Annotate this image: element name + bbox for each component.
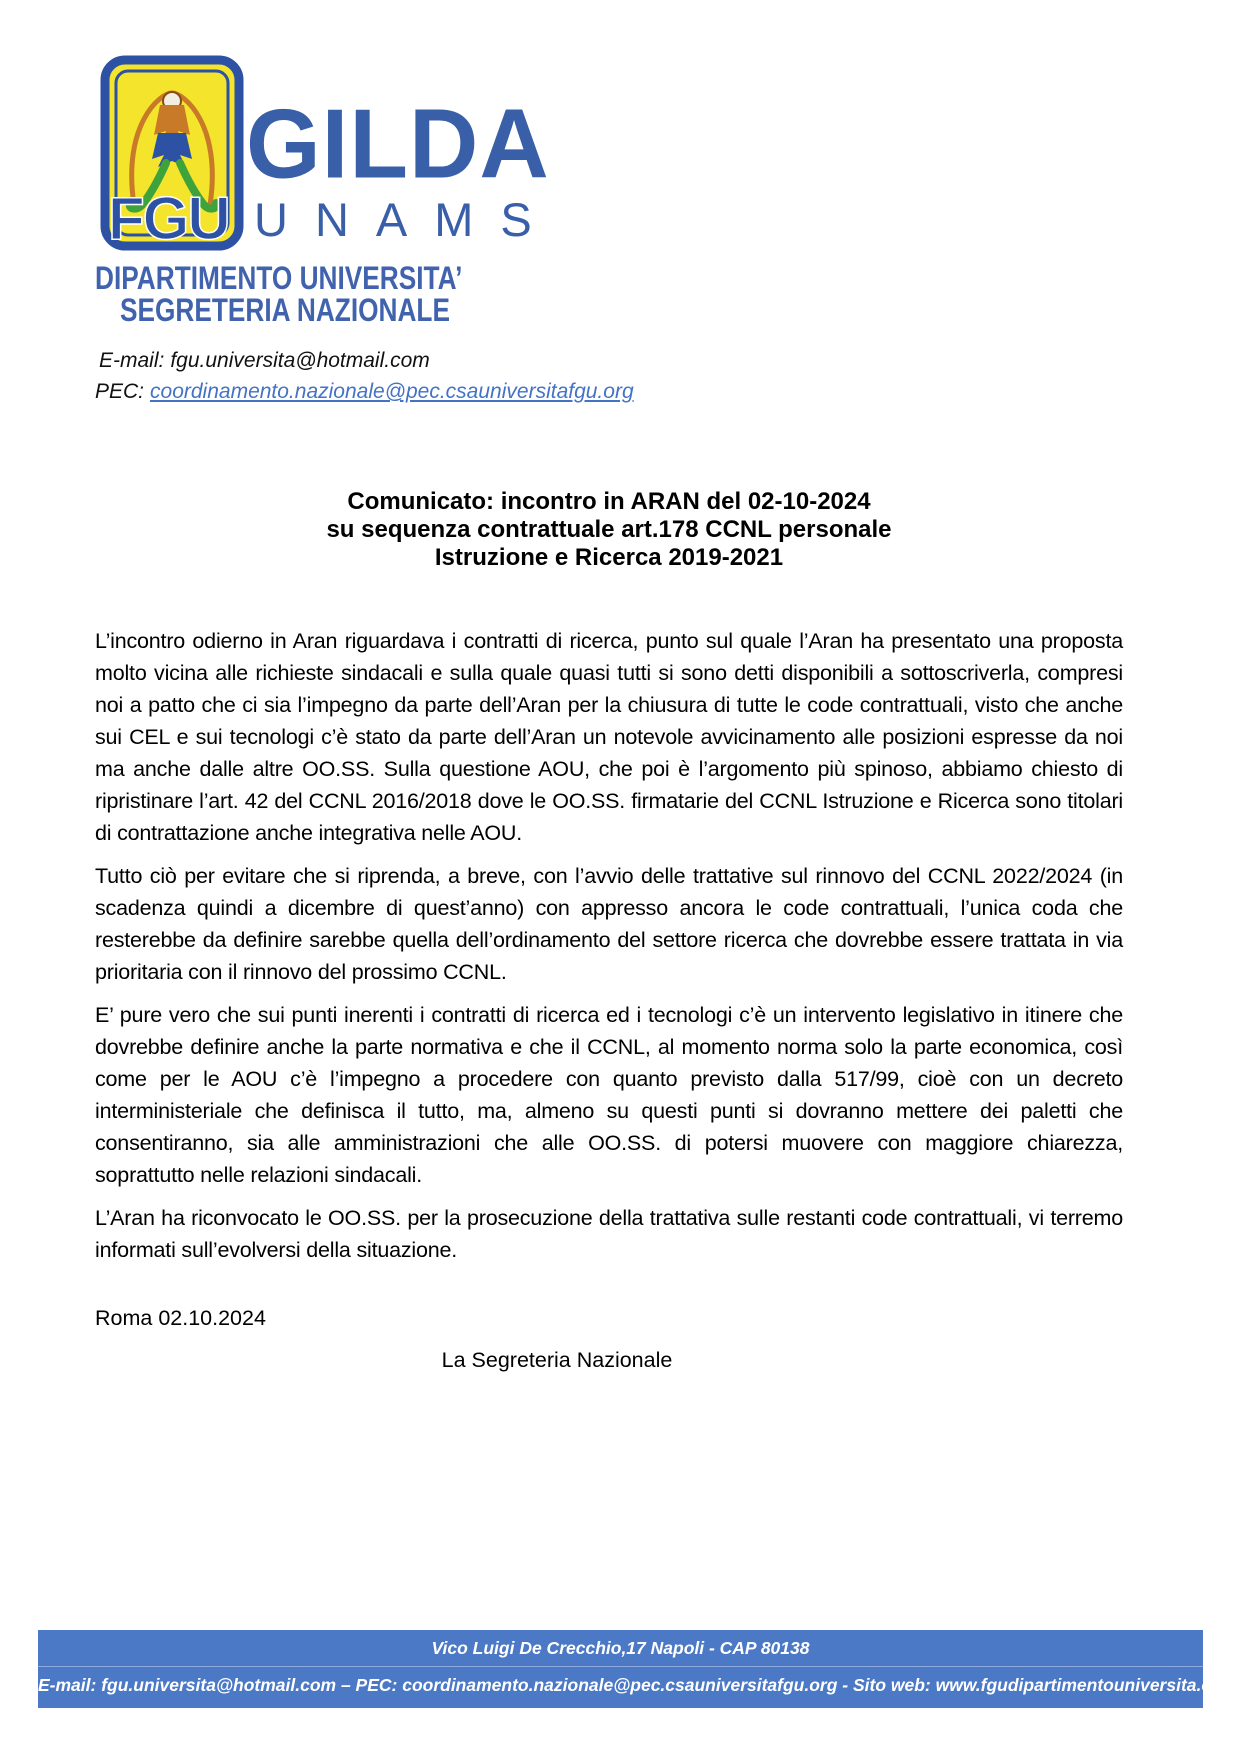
title-line-1: Comunicato: incontro in ARAN del 02-10-2024: [347, 488, 871, 515]
signature-line: [95, 1344, 1123, 1376]
pec-label: PEC:: [95, 380, 145, 403]
email-line: [99, 349, 430, 373]
fgu-logo: [100, 55, 244, 251]
wordmark-unams: UNAMS: [254, 193, 559, 246]
pec-line: [95, 380, 634, 404]
date-line: Roma 02.10.2024: [95, 1306, 266, 1330]
pec-link[interactable]: coordinamento.nazionale@pec.csauniversitafgu.org: [150, 380, 634, 403]
paragraph-1: L’incontro odierno in Aran riguardava i contratti di ricerca, punto sul quale l’Aran ha presentato una proposta molto vicina alle richieste sindacali e sulla quale quasi tutti si sono detti disponibili a sottoscriverla, compresi noi a patto che ci sia l’impegno da parte dell’Aran per la chiusura di tutte le code contrattuali, visto che anche sui CEL e sui tecnologi c’è stato da parte dell’Aran un notevole avvicinamento alle posizioni espresse da noi ma anche dalle altre OO.SS. Sulla questione AOU, che poi è l’argomento più spinoso, abbiamo chiesto di ripristinare l’art. 42 del CCNL 2016/2018 dove le OO.SS. firmatarie del CCNL Istruzione e Ricerca sono titolari di contrattazione anche integrativa nelle AOU.: [95, 629, 1123, 845]
signature-text: La Segreteria Nazionale: [441, 1348, 673, 1372]
title-line-2: su sequenza contrattuale art.178 CCNL personale: [326, 516, 892, 543]
email-label: E-mail:: [99, 349, 165, 372]
letter-body: [95, 488, 1123, 1376]
footer-contacts: E-mail: fgu.universita@hotmail.com – PEC: coordinamento.nazionale@pec.csauniversitafgu.org - Sito web: www.fgudipartimentouniversita.org: [38, 1675, 1230, 1695]
title-line-3: Istruzione e Ricerca 2019-2021: [434, 544, 784, 571]
email-value: fgu.universita@hotmail.com: [170, 349, 430, 372]
paragraph-2: Tutto ciò per evitare che si riprenda, a breve, con l’avvio delle trattative sul rinnovo del CCNL 2022/2024 (in scadenza quindi a dicembre di quest’anno) con appresso ancora le code contrattuali, l’unica coda che resterebbe da definire sarebbe quella dell’ordinamento del settore ricerca che dovrebbe essere trattata in via prioritaria con il rinnovo del prossimo CCNL.: [95, 864, 1123, 984]
secretariat-title: SEGRETERIA NAZIONALE: [120, 292, 450, 328]
footer-bar: [38, 1630, 1230, 1708]
letter-title: [95, 488, 1123, 572]
footer-address: Vico Luigi De Crecchio,17 Napoli - CAP 80138: [431, 1638, 810, 1658]
logo-fgu-text: FGU: [108, 185, 229, 251]
department-title: DIPARTIMENTO UNIVERSITA’: [95, 260, 463, 296]
paragraph-3: E’ pure vero che sui punti inerenti i contratti di ricerca ed i tecnologi c’è un intervento legislativo in itinere che dovrebbe definire anche la parte normativa e che il CCNL, al momento norma solo la parte economica, così come per le AOU c’è l’impegno a procedere con quanto previsto dalla 517/99, cioè con un decreto interministeriale che definisca il tutto, ma, almeno su questi punti si dovranno mettere dei paletti che consentiranno, sia alle amministrazioni che alle OO.SS. di potersi muovere con maggiore chiarezza, soprattutto nelle relazioni sindacali.: [95, 1003, 1123, 1187]
wordmark-gilda: GILDA: [246, 89, 550, 200]
paragraph-4: L’Aran ha riconvocato le OO.SS. per la prosecuzione della trattativa sulle restanti code contrattuali, vi terremo informati sull’evolversi della situazione.: [95, 1206, 1123, 1262]
